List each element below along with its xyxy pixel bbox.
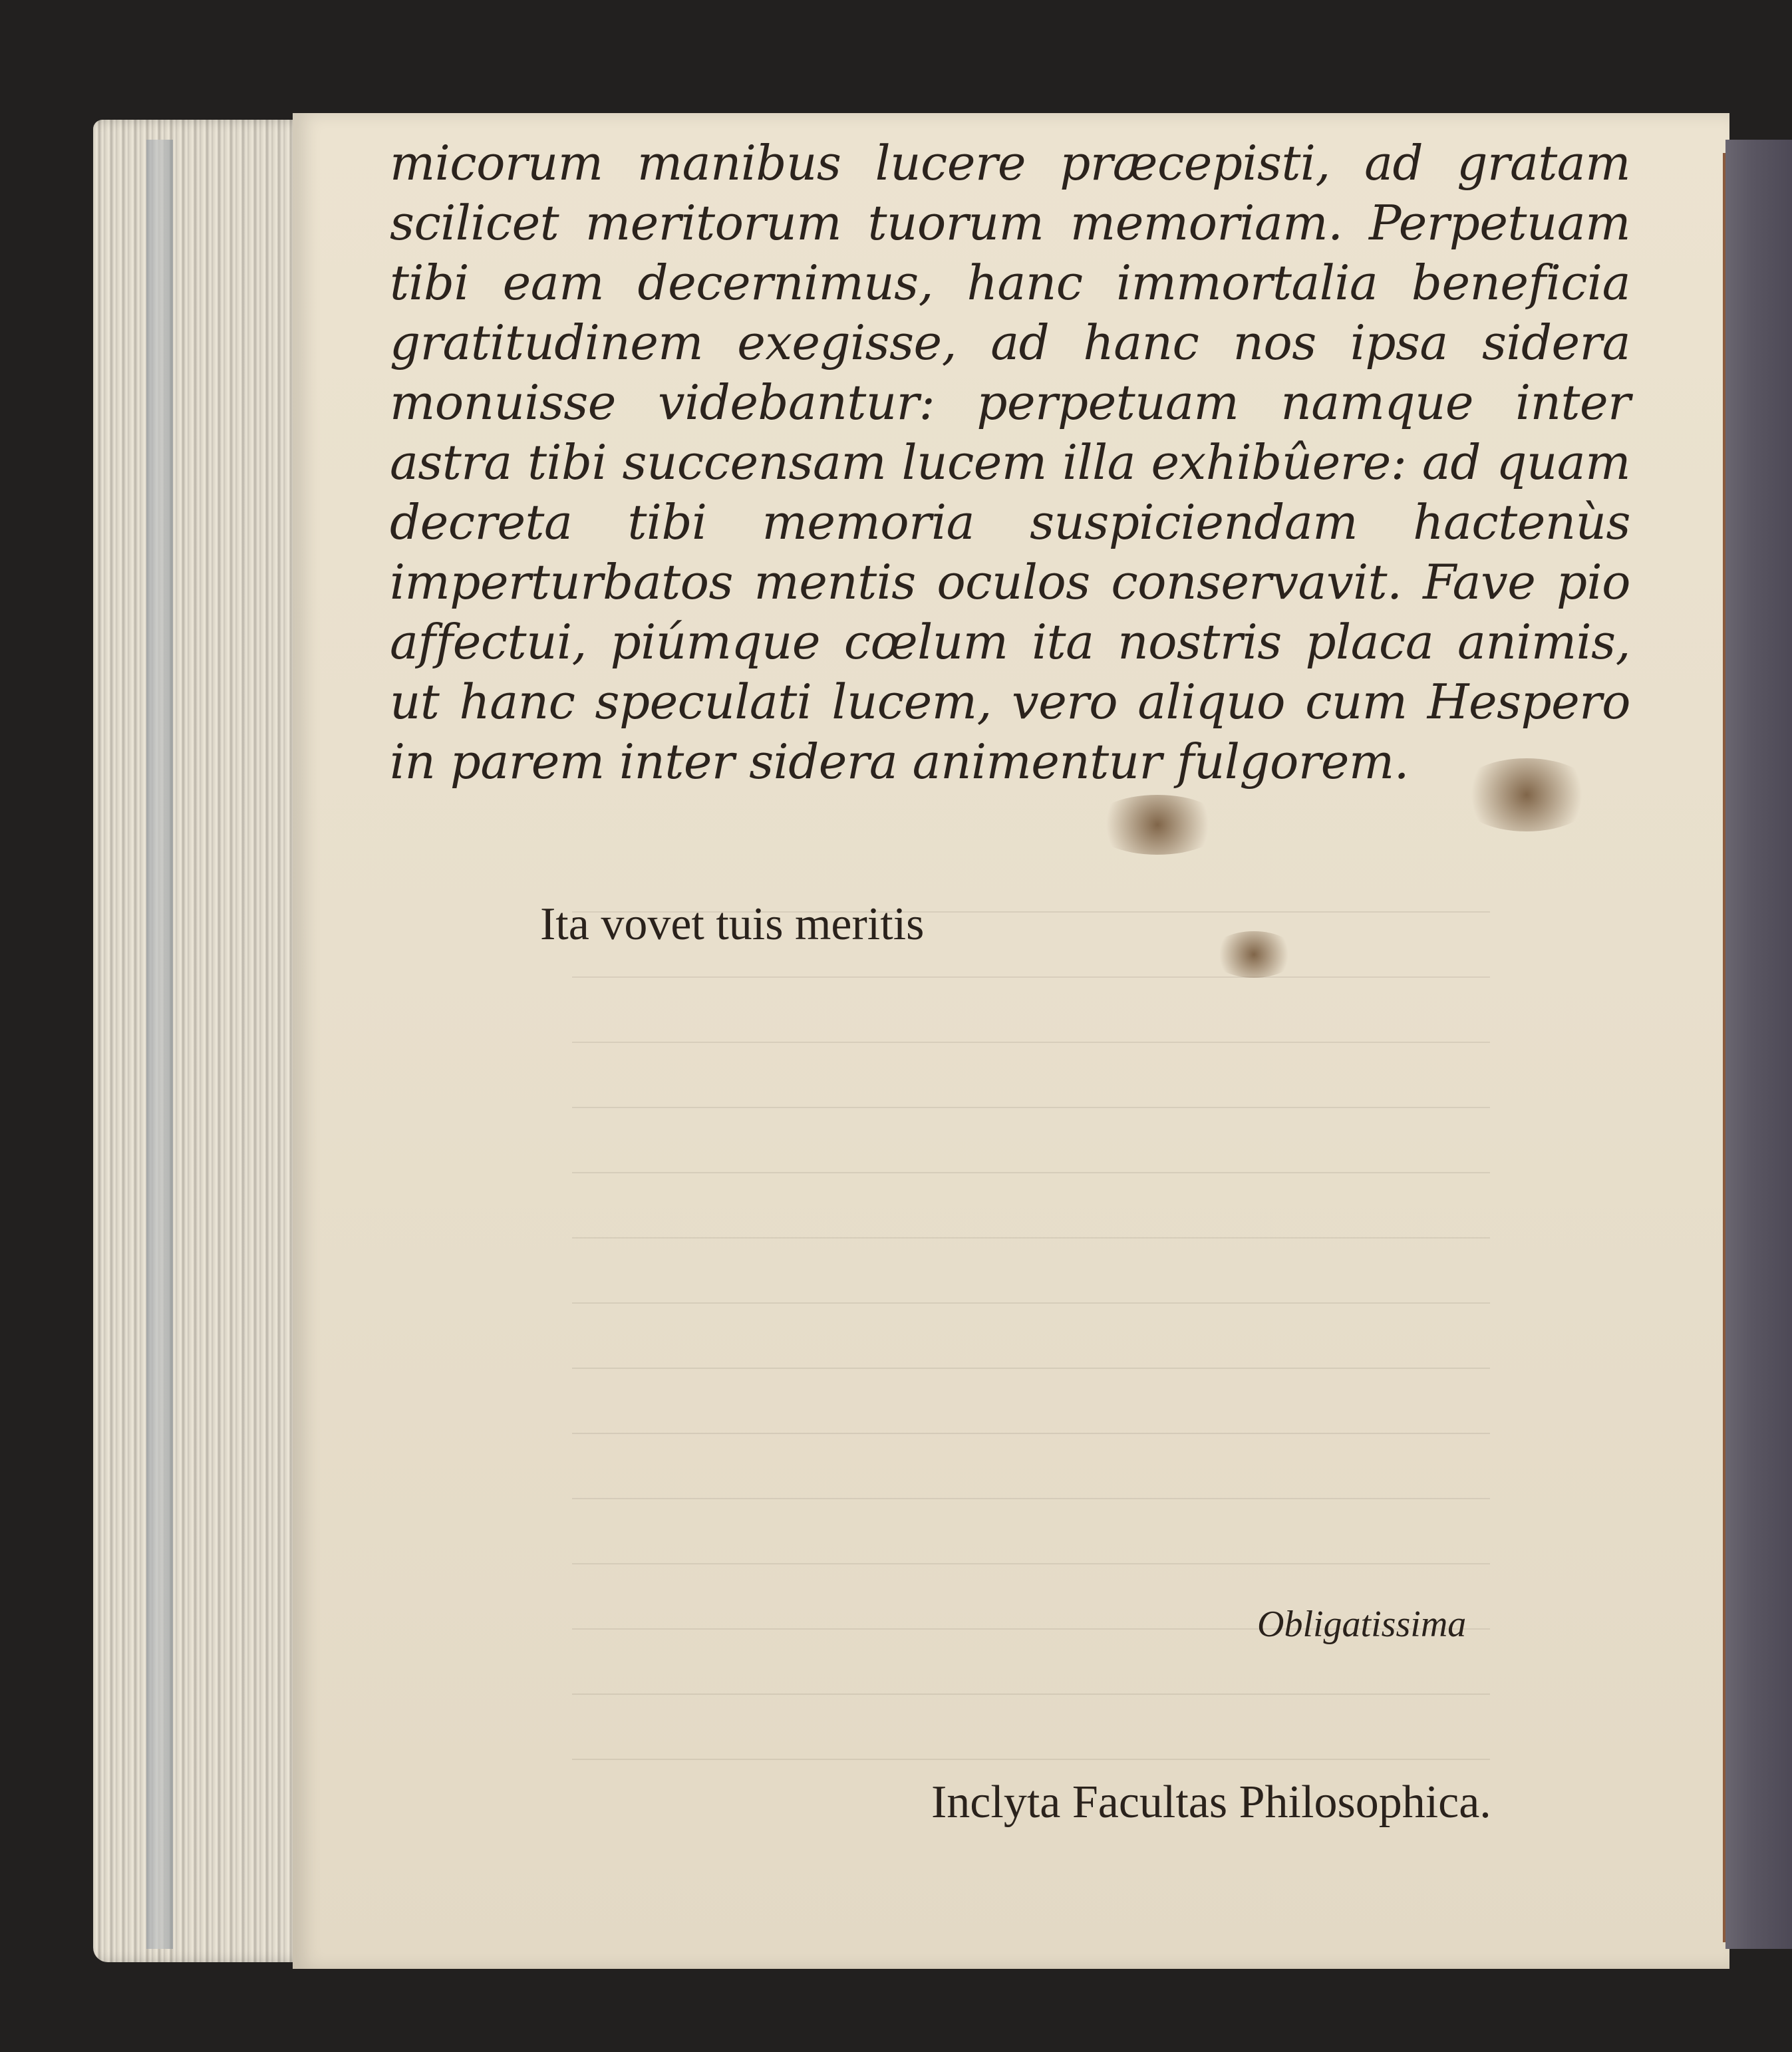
ink-stain — [1091, 795, 1224, 855]
signature-name: Inclyta Facultas Philosophica. — [931, 1777, 1491, 1828]
page-edge-shadow — [146, 140, 173, 1949]
ink-stain — [1211, 931, 1297, 978]
show-through-text — [492, 911, 1490, 1842]
page-edges — [93, 120, 313, 1962]
book-cover — [1725, 140, 1792, 1949]
body-text: micorum manibus lucere præcepisti, ad gratam scilicet meritorum tuorum memoriam. Perpetuam tibi eam decernimus, hanc immortalia beneficia gratitudinem exegisse, ad hanc nos ipsa sidera monuisse videbantur: perpetuam namque inter astra tibi succensam lucem illa exhibûere: ad quam decreta tibi memoria suspiciendam hactenùs imperturbatos mentis oculos conservavit. Fave pio affectui, piúmque cœlum ita nostris placa animis, ut hanc speculati lucem, vero aliquo cum Hespero in parem inter sidera animentur fulgorem. — [390, 135, 1630, 790]
signature-lead: Obligatissima — [1257, 1604, 1467, 1645]
closing-line: Ita vovet tuis meritis — [540, 899, 925, 950]
